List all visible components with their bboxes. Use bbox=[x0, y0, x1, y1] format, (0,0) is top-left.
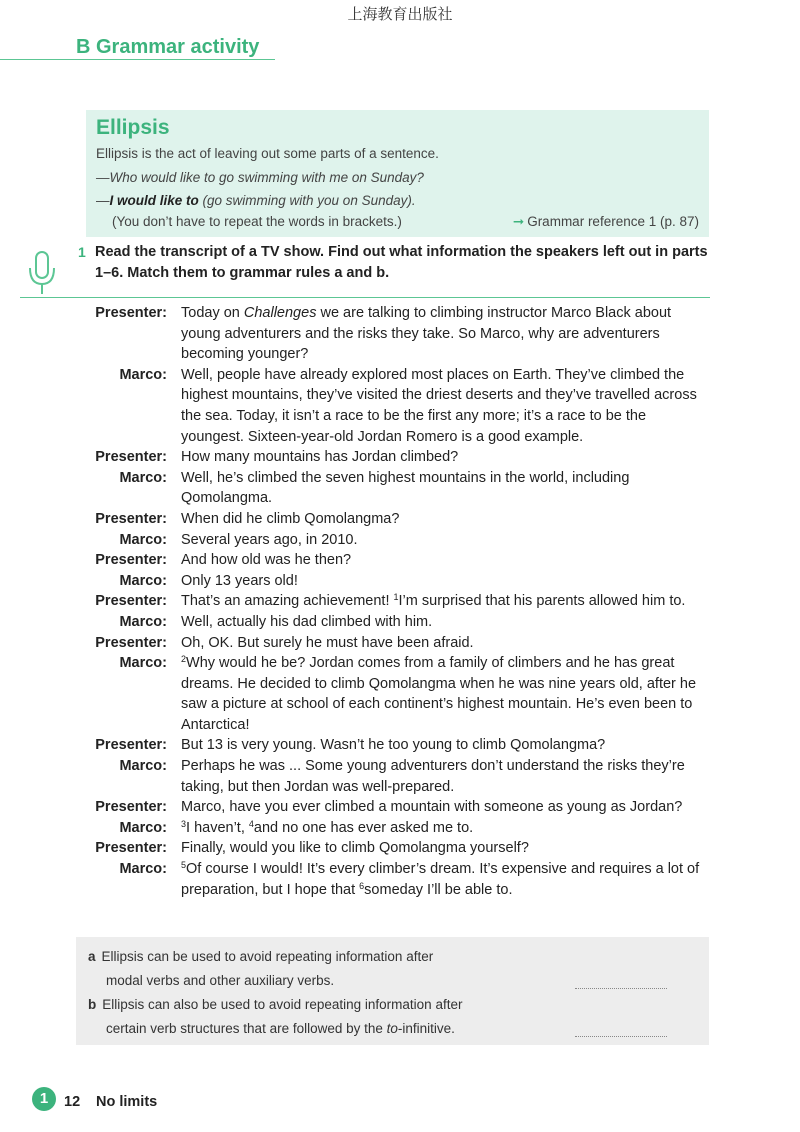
speaker-label: Marco: bbox=[119, 572, 167, 589]
speech-text: Well, he’s climbed the seven highest mountains in the world, including Qomolangma. bbox=[181, 469, 630, 507]
ellipsis-definition: Ellipsis is the act of leaving out some parts of a sentence. bbox=[96, 146, 439, 161]
speaker-label: Marco: bbox=[119, 531, 167, 548]
grammar-rules-box bbox=[76, 937, 709, 1045]
dialogue-turn bbox=[0, 591, 800, 612]
answer-blank-a[interactable] bbox=[575, 987, 667, 989]
speech-text: Well, people have already explored most places on Earth. They’ve climbed the highest mountains, they’ve visited the driest deserts and they’ve travelled across the sea. Today, it isn’t a race to be the first any more; it’s a race to be the youngest. Sixteen-year-old Jordan Romero is a good example. bbox=[181, 366, 697, 445]
speech-text: Marco, have you ever climbed a mountain with someone as young as Jordan? bbox=[181, 799, 683, 816]
dialogue-turn bbox=[0, 612, 800, 633]
unit-title: No limits bbox=[96, 1094, 158, 1110]
dialogue-turn bbox=[0, 550, 800, 571]
dialogue-turn bbox=[0, 468, 800, 509]
speech-text: When did he climb Qomolangma? bbox=[181, 510, 400, 527]
speech-text: Several years ago, in 2010. bbox=[181, 531, 358, 548]
speaker-label: Presenter: bbox=[95, 510, 167, 527]
dialogue-turn bbox=[0, 530, 800, 551]
arrow-right-icon: ➞ bbox=[512, 214, 525, 229]
speech-text: Perhaps he was ... Some young adventurers don’t understand the risks they’re taking, but then Jordan was well-prepared. bbox=[181, 758, 685, 795]
speech-text: Today on Challenges we are talking to climbing instructor Marco Black about young adventurers and the risks they take. So Marco, why are adventurers becoming younger? bbox=[181, 305, 672, 363]
dialogue-turn bbox=[0, 571, 800, 592]
speaker-label: Marco: bbox=[119, 819, 167, 836]
dialogue-turn bbox=[0, 756, 800, 797]
section-underline bbox=[0, 59, 275, 60]
rule-a: a Ellipsis can be used to avoid repeating information after modal verbs and other auxiliary verbs. bbox=[88, 949, 434, 988]
dialogue-turn bbox=[0, 303, 800, 365]
speaker-label: Marco: bbox=[119, 613, 167, 630]
unit-badge: 1 bbox=[32, 1087, 56, 1111]
ellipsis-info-box bbox=[86, 110, 709, 237]
speech-text: Well, actually his dad climbed with him. bbox=[181, 613, 433, 630]
speech-text: Oh, OK. But surely he must have been afraid. bbox=[181, 634, 474, 651]
speaker-label: Presenter: bbox=[95, 305, 167, 321]
dialogue-turn bbox=[0, 818, 800, 839]
speech-text: $^5$Of course I would! It’s every climber’s dream. It’s expensive and requires a lot of preparation, but I hope that $^6$someday I’ll be able to. bbox=[181, 860, 700, 898]
speaker-label: Presenter: bbox=[95, 634, 167, 651]
dialogue-turn bbox=[0, 797, 800, 818]
ellipsis-title: Ellipsis bbox=[96, 116, 170, 139]
dialogue-turn bbox=[0, 735, 800, 756]
example-answer: —I would like to (go swimming with you on Sunday). bbox=[96, 193, 416, 208]
speaker-label: Marco: bbox=[119, 655, 167, 672]
speaker-label: Presenter: bbox=[95, 840, 167, 857]
dialogue-turn bbox=[0, 509, 800, 530]
speaker-label: Presenter: bbox=[95, 737, 167, 754]
example-question: —Who would like to go swimming with me on Sunday? bbox=[96, 170, 424, 185]
speaker-label: Marco: bbox=[119, 861, 167, 878]
speaker-label: Presenter: bbox=[95, 799, 167, 816]
speaker-label: Marco: bbox=[119, 469, 167, 486]
speaker-label: Presenter: bbox=[95, 593, 167, 610]
publisher-header: 上海教育出版社 bbox=[347, 5, 453, 23]
section-title: B Grammar activity bbox=[76, 36, 260, 58]
rule-b: b Ellipsis can also be used to avoid repeating information after certain verb structures that are followed by the to-infinitive. bbox=[88, 997, 463, 1036]
dialogue-turn bbox=[0, 653, 800, 735]
speech-text: Only 13 years old! bbox=[181, 572, 298, 589]
transcript bbox=[0, 303, 800, 900]
dialogue-turn bbox=[0, 447, 800, 468]
task-instruction: Read the transcript of a TV show. Find out what information the speakers left out in parts 1–6. Match them to grammar rules a and b. bbox=[95, 244, 708, 281]
speaker-label: Presenter: bbox=[95, 449, 167, 466]
speaker-label: Marco: bbox=[119, 366, 167, 383]
microphone-icon bbox=[12, 246, 72, 300]
dialogue-turn bbox=[0, 859, 800, 900]
task-divider bbox=[20, 297, 710, 298]
speech-text: How many mountains has Jordan climbed? bbox=[181, 449, 459, 466]
dialogue-turn bbox=[0, 365, 800, 447]
speech-text: But 13 is very young. Wasn’t he too young to climb Qomolangma? bbox=[181, 737, 606, 754]
dialogue-turn bbox=[0, 633, 800, 654]
speech-text: And how old was he then? bbox=[181, 552, 352, 569]
example-note: (You don’t have to repeat the words in brackets.) bbox=[112, 214, 402, 229]
page-number: 12 bbox=[64, 1094, 81, 1110]
speech-text: That’s an amazing achievement! $^1$I’m surprised that his parents allowed him to. bbox=[181, 592, 686, 610]
grammar-reference-link[interactable]: ➞ Grammar reference 1 (p. 87) bbox=[512, 214, 699, 229]
speech-text: $^3$I haven’t, $^4$and no one has ever asked me to. bbox=[181, 818, 474, 836]
speech-text: Finally, would you like to climb Qomolangma yourself? bbox=[181, 840, 529, 857]
speech-text: $^2$Why would he be? Jordan comes from a family of climbers and he has great dreams. He decided to climb Qomolangma when he was nine years old, after he saw a picture at school of each continent’s highest mountain. He’s even been to Antarctica! bbox=[181, 654, 697, 733]
dialogue-turn bbox=[0, 838, 800, 859]
answer-blank-b[interactable] bbox=[575, 1035, 667, 1037]
task-number: 1 bbox=[78, 244, 86, 260]
speaker-label: Presenter: bbox=[95, 552, 167, 569]
speaker-label: Marco: bbox=[119, 758, 167, 775]
